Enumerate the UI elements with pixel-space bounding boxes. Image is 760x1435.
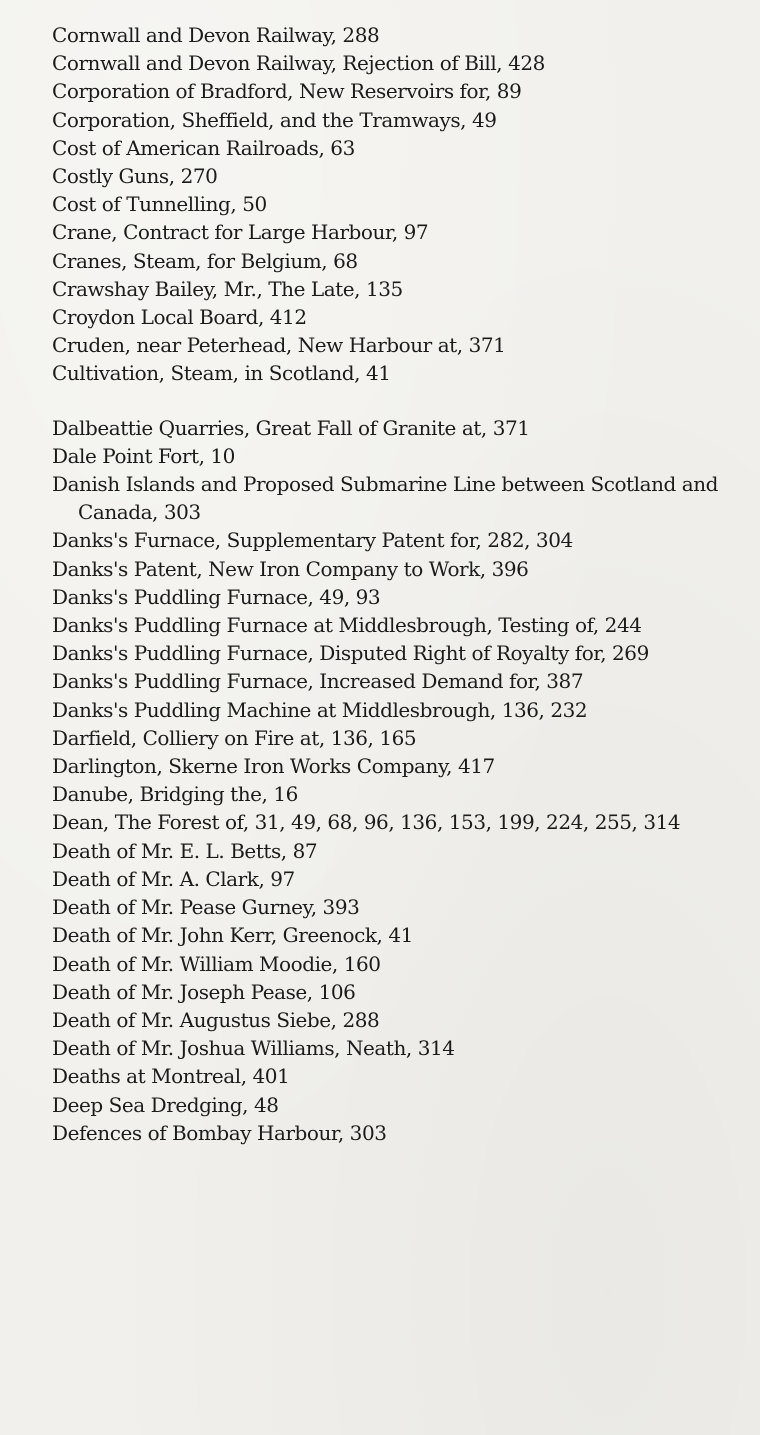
index-entry: Corporation of Bradford, New Reservoirs for, 89 [52,79,522,104]
index-entry: Defences of Bombay Harbour, 303 [52,1120,387,1145]
index-entry: Cranes, Steam, for Belgium, 68 [52,248,358,273]
index-entry: Cruden, near Peterhead, New Harbour at, 371 [52,333,506,358]
index-entry: Costly Guns, 270 [52,164,218,189]
index-entry: Cultivation, Steam, in Scotland, 41 [52,361,391,386]
index-entry: Deep Sea Dredging, 48 [52,1092,279,1117]
index-entry: Death of Mr. E. L. Betts, 87 [52,838,318,863]
index-entry: Crane, Contract for Large Harbour, 97 [52,220,429,245]
index-entry: Darfield, Colliery on Fire at, 136, 165 [52,725,417,750]
index-entry: Dean, The Forest of, 31, 49, 68, 96, 136, 153, 199, 224, 255, 314 [52,810,681,835]
index-entry: Corporation, Sheffield, and the Tramways, 49 [52,107,497,132]
index-entry: Cornwall and Devon Railway, Rejection of Bill, 428 [52,51,545,76]
index-entry: Danish Islands and Proposed Submarine Line between Scotland and Canada, 303 [52,472,719,525]
index-entry-list [52,21,718,1147]
index-entry: Death of Mr. John Kerr, Greenock, 41 [52,923,413,948]
index-entry: Danube, Bridging the, 16 [52,782,298,807]
index-entry: Death of Mr. Pease Gurney, 393 [52,895,360,920]
index-entry: Danks's Puddling Furnace, Increased Demand for, 387 [52,669,584,694]
index-entry: Danks's Patent, New Iron Company to Work, 396 [52,556,529,581]
index-entry: Death of Mr. William Moodie, 160 [52,951,381,976]
index-entry: Danks's Furnace, Supplementary Patent for, 282, 304 [52,528,573,553]
index-entry: Croydon Local Board, 412 [52,305,307,330]
index-entry: Cornwall and Devon Railway, 288 [52,23,380,47]
index-entry: Dale Point Fort, 10 [52,443,235,468]
index-entry: Cost of American Railroads, 63 [52,135,355,160]
index-entry: Death of Mr. A. Clark, 97 [52,866,295,891]
index-entry: Death of Mr. Joshua Williams, Neath, 314 [52,1036,455,1061]
index-entry: Death of Mr. Joseph Pease, 106 [52,979,356,1004]
index-entry: Danks's Puddling Machine at Middlesbrough, 136, 232 [52,697,588,722]
index-entry: Death of Mr. Augustus Siebe, 288 [52,1007,380,1032]
index-entry: Danks's Puddling Furnace, 49, 93 [52,584,381,609]
index-entry: Dalbeattie Quarries, Great Fall of Granite at, 371 [52,415,530,440]
index-entry: Danks's Puddling Furnace at Middlesbrough, Testing of, 244 [52,613,642,638]
index-entry: Darlington, Skerne Iron Works Company, 417 [52,754,495,779]
index-entry: Crawshay Bailey, Mr., The Late, 135 [52,276,403,301]
index-entry: Danks's Puddling Furnace, Disputed Right of Royalty for, 269 [52,641,649,666]
index-entry: Deaths at Montreal, 401 [52,1064,290,1089]
index-entry: Cost of Tunnelling, 50 [52,192,267,217]
